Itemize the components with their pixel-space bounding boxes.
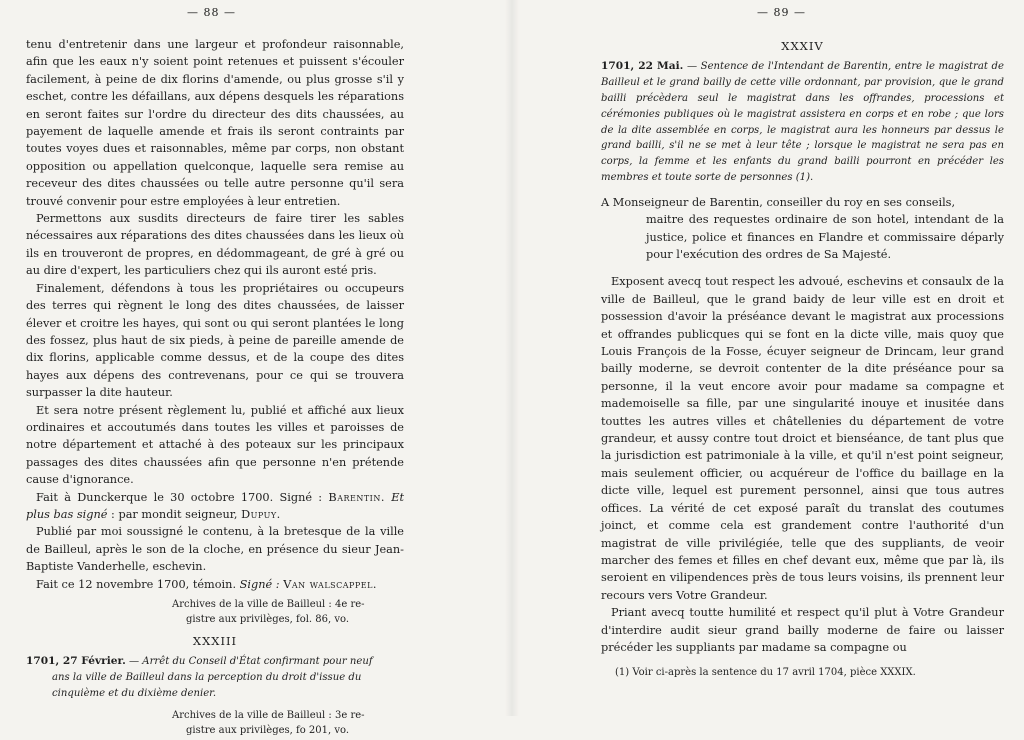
address-rest: maitre des requestes ordinaire de son hotel, intendant de la justice, police et finances en Flandre et commissaire déparly pour l'exécution des ordres de Sa Majesté. (646, 213, 1004, 261)
paragraph: Et sera notre présent règlement lu, publié et affiché aux lieux ordinaires et accoutumés dans toutes les villes et paroisses de notre département et attaché à des poteaux sur les principaux passages des dites chaussées afin que personne n'en prétende cause d'ignorance. (26, 403, 404, 487)
archive-reference (172, 597, 404, 627)
archive-line: Archives de la ville de Bailleul : 4e re- (172, 599, 365, 610)
summary-line: ans la ville de Bailleul dans la perception du droit d'issue du (52, 672, 362, 684)
archive-line: Archives de la ville de Bailleul : 3e re- (172, 709, 365, 721)
page-number: — 88 — (187, 6, 236, 19)
fait-name: Van walscappel. (283, 577, 378, 591)
signed-italic: Et plus bas signé (26, 490, 404, 521)
archive-line: gistre aux privilèges, fol. 86, vo. (186, 614, 350, 625)
right-page (512, 0, 1024, 716)
section-heading: XXXIII (192, 634, 238, 648)
paragraph: Finalement, défendons à tous les propriétaires ou occupeurs des terres qui règnent le long des dites chaussées, de laisser élever et croitre les hayes, qui sont ou qui seront plantées le long des fossez, plus haut de six pieds, à peine de pareille amende de dix florins, applicable comme dessus, et de la coupe des dites hayes aux dépens des contrevenans, pour ce qui se trouvera surpasser la dite hauteur. (26, 281, 404, 400)
paragraph: Publié par moi soussigné le contenu, à la bretesque de la ville de Bailleul, après le son de la cloche, en présence du sieur Jean-Baptiste Vanderhelle, eschevin. (26, 525, 404, 574)
summary-date: 1701, 22 Mai. (601, 60, 684, 73)
fait-italic: Signé : (239, 577, 280, 591)
summary-line: — Arrêt du Conseil d'État confirmant pour neuf (125, 656, 373, 668)
paragraph: Permettons aux susdits directeurs de faire tirer les sables nécessaires aux réparations des dites chaussées dans les lieux où ils en trouveront de propres, en dédommageant, de gré à gré ou au dire d'expert, les particuliers chez qui ils auront esté pris. (26, 212, 404, 278)
section-summary (26, 654, 404, 701)
summary-text: — Sentence de l'Intendant de Barentin, entre le magistrat de Bailleul et le grand bailly de cette ville ordonnant, par provision, que le grand bailli précèdera seul le magistrat dans les offrandes, processions et cérémonies publiques où le magistrat assistera en corps et en robe ; que lors de la dite assemblée en corps, le magistrat aura les honneurs par dessus le grand bailli, s'il ne se met à leur tête ; lorsque le magistrat ne sera pas en corps, la femme et les enfants du grand bailli pourront en précéder les membres et toute sorte de personnes (1). (601, 61, 1004, 183)
section-heading: XXXIV (781, 39, 824, 53)
signed-prefix: Fait à Dunckerque le 30 octobre 1700. Signé : (36, 490, 329, 504)
left-page (0, 0, 512, 736)
left-text-column (26, 36, 404, 740)
paragraph: Priant avecq toutte humilité et respect qu'il plut à Votre Grandeur d'interdire audit sieur grand bailly moderne de faire ou laisser précéder les suppliants par madame sa compagne ou (601, 606, 1004, 654)
address-block (601, 194, 1004, 264)
paragraph: tenu d'entretenir dans une largeur et profondeur raisonnable, afin que les eaux n'y soient point retenues et puissent s'écouler facilement, à peine de dix florins d'amende, ou plus grosse s'il y eschet, contre les défaillans, aux dépens desquels les réparations en seront faites sur l'ordre du directeur des dits chaussées, au payement de laquelle amende et frais ils seront contraints par toutes voyes dues et raisonnables, même par corps, non obstant opposition ou appellation quelconque, laquelle sera remise au receveur des dites chaussées ou telle autre personne qu'il sera trouvé convenir pour estre employées à leur entretien. (26, 38, 404, 208)
address-line: A Monseigneur de Barentin, conseiller du roy en ses conseils, (601, 195, 956, 209)
signed-name: Barentin. (328, 490, 385, 504)
page-number: — 89 — (757, 6, 806, 19)
signed-rest: : par mondit seigneur, (107, 507, 242, 521)
right-text-column (601, 38, 1004, 680)
paragraph: Exposent avecq tout respect les advoué, eschevins et consaulx de la ville de Bailleul, que le grand baidy de leur ville est en droit et possession d'avoir la préséance devant le magistrat aux processions et offrandes publicques qui se font en la dicte ville, mais quoy que Louis François de la Fosse, écuyer seigneur de Drincam, leur grand bailly moderne, se devroit contenter de la dite préséance pour sa personne, il la veut encore avoir pour madame sa compagne et mademoiselle sa fille, par une singularité inouye et inusitée dans touttes les autres villes et châtellenies du département de votre grandeur, et aussy contre tout droict et bienséance, de tant plus que la jurisdiction est patrimoniale à la ville, et qu'il n'est point seigneur, mais seulement officier, ou acquéreur de l'office du baillage en la dicte ville, lequel est purement personnel, ainsi que tous autres offices. La vérité de cet exposé paraît du translat des coutumes joinct, et comme cela est grandement contre l'authorité d'un magistrat de ville privilégiée, telle que des suppliants, de veoir marcher des femes et filles en chef devant eux, même que par là, ils seroient en vilipendences près de tous leurs voisins, ils prennent leur recours vers Votre Grandeur. (601, 275, 1004, 602)
summary-date: 1701, 27 Février. (26, 655, 126, 668)
fait-paragraph (26, 576, 404, 593)
archive-reference (172, 708, 404, 738)
section-summary (601, 59, 1004, 185)
signature-paragraph (26, 489, 404, 524)
signed-name-2: Dupuy. (241, 507, 281, 521)
summary-line: cinquième et du dixième denier. (52, 688, 217, 699)
fait-prefix: Fait ce 12 novembre 1700, témoin. (36, 577, 240, 591)
footnote: (1) Voir ci-après la sentence du 17 avril 1704, pièce XXXIX. (615, 667, 916, 679)
archive-line: gistre aux privilèges, fo 201, vo. (186, 724, 350, 736)
